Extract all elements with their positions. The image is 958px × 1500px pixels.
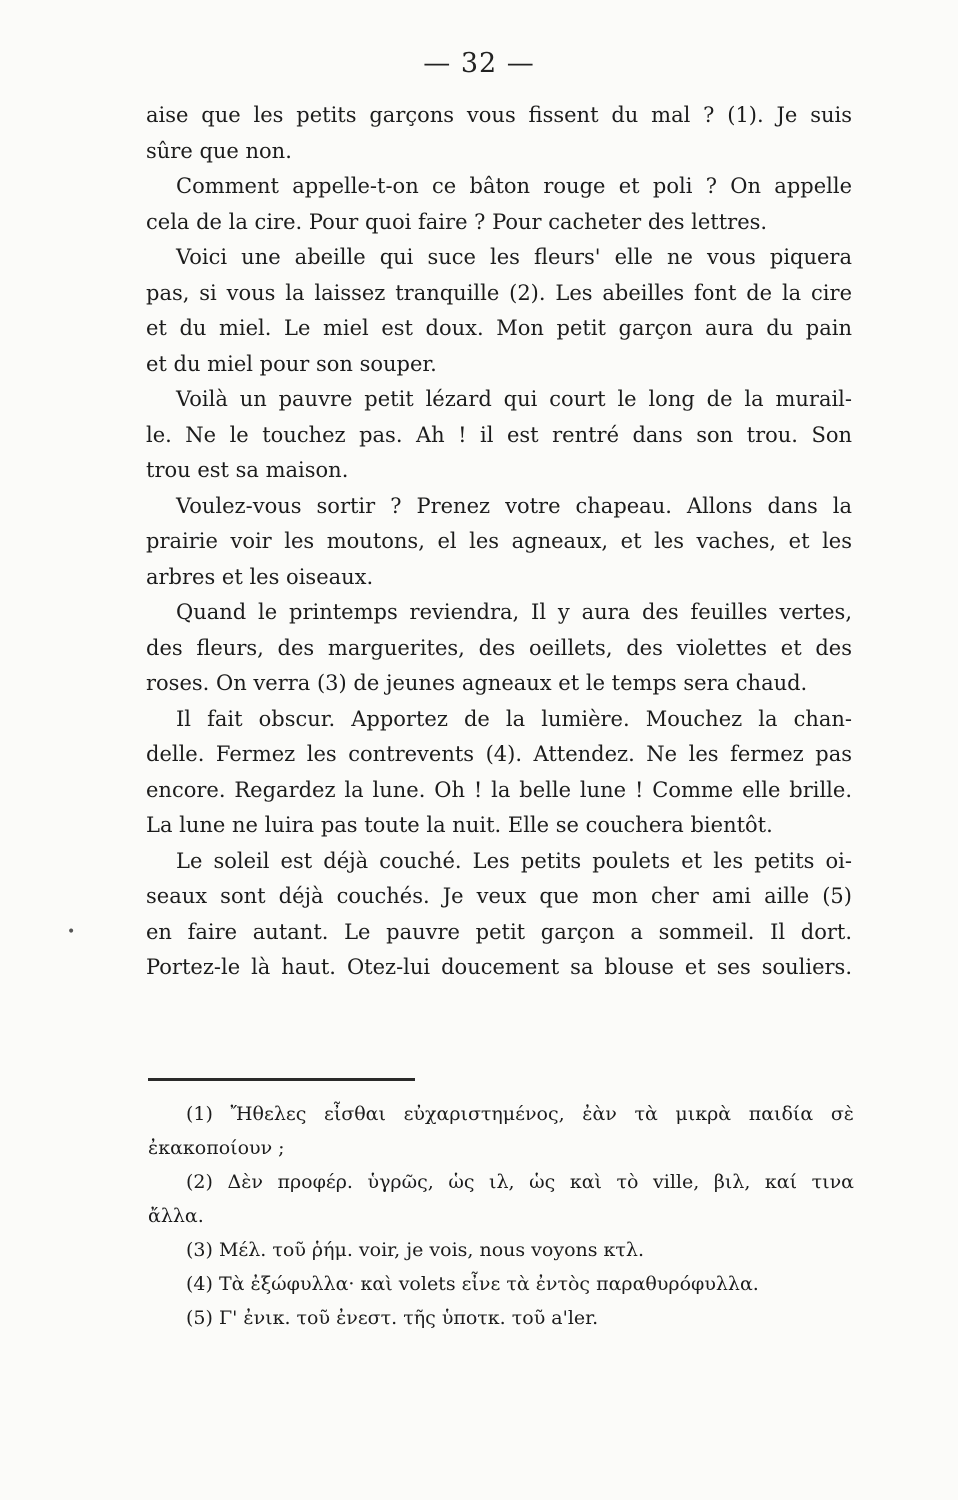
text-line: sûre que non. <box>146 138 292 163</box>
footnote-1-line-2: ἐκακοποίουν ; <box>148 1137 285 1159</box>
text-line: pas, si vous la laissez tranquille (2). Les abeilles font de la cire <box>146 280 852 305</box>
text-line: Voici une abeille qui suce les fleurs' elle ne vous piquera <box>176 245 852 269</box>
footnotes <box>148 1097 854 1335</box>
text-line: prairie voir les moutons, el les agneaux, et les vaches, et les <box>146 529 852 553</box>
footnote-2-line-2: ἄλλα. <box>148 1205 204 1227</box>
footnote-1-line-1: (1) Ἤθελες εἶσθαι εὐχαριστημένος, ἐὰν τὰ μικρὰ παιδία σὲ <box>186 1103 854 1125</box>
text-line: Voilà un pauvre petit lézard qui court le long de la murail- <box>176 387 852 411</box>
footnote-2-line-1: (2) Δὲν προφέρ. ὑγρῶς, ὡς ιλ, ὡς καὶ τὸ ville, βιλ, καί τινα <box>186 1171 854 1193</box>
text-line: et du miel pour son souper. <box>146 351 437 376</box>
text-line: cela de la cire. Pour quoi faire ? Pour cacheter des lettres. <box>146 209 768 234</box>
text-line: arbres et les oiseaux. <box>146 564 374 589</box>
text-line: trou est sa maison. <box>146 458 349 482</box>
text-line: Comment appelle-t-on ce bâton rouge et poli ? On appelle <box>176 174 852 198</box>
body-text <box>146 98 852 986</box>
footnote-3: (3) Μέλ. τοῦ ῥήμ. voir, je vois, nous voyons κτλ. <box>186 1239 645 1261</box>
text-line: seaux sont déjà couchés. Je veux que mon cher ami aille (5) <box>146 884 852 908</box>
text-line: Il fait obscur. Apportez de la lumière. Mouchez la chan- <box>176 706 852 731</box>
text-line: des fleurs, des marguerites, des oeillets, des violettes et des <box>146 635 852 660</box>
text-line: encore. Regardez la lune. Oh ! la belle lune ! Comme elle brille. <box>146 777 852 802</box>
ink-speck: • <box>67 924 76 940</box>
footnote-5: (5) Γ' ἐνικ. τοῦ ἐνεστ. τῆς ὑποτκ. τοῦ a'ler. <box>186 1307 599 1329</box>
text-line: Quand le printemps reviendra, Il y aura des feuilles vertes, <box>176 600 852 624</box>
footnote-4: (4) Τὰ ἐξώφυλλα· καὶ volets εἶνε τὰ ἐντὸς παραθυρόφυλλα. <box>186 1273 759 1295</box>
text-line: Voulez-vous sortir ? Prenez votre chapeau. Allons dans la <box>176 493 852 518</box>
text-line: delle. Fermez les contrevents (4). Attendez. Ne les fermez pas <box>146 742 852 766</box>
footnote-rule <box>148 1078 415 1081</box>
text-line: en faire autant. Le pauvre petit garçon a sommeil. Il dort. <box>146 919 852 944</box>
text-line: La lune ne luira pas toute la nuit. Elle se couchera bientôt. <box>146 813 773 837</box>
text-line: et du miel. Le miel est doux. Mon petit garçon aura du pain <box>146 316 852 340</box>
text-line: Le soleil est déjà couché. Les petits poulets et les petits oi- <box>176 848 852 873</box>
text-line: aise que les petits garçons vous fissent du mal ? (1). Je suis <box>146 103 852 127</box>
page-number: — 32 — <box>423 48 535 79</box>
text-line: Portez-le là haut. Otez-lui doucement sa blouse et ses souliers. <box>146 955 852 979</box>
text-line: roses. On verra (3) de jeunes agneaux et le temps sera chaud. <box>146 671 808 695</box>
text-line: le. Ne le touchez pas. Ah ! il est rentré dans son trou. Son <box>146 422 852 447</box>
